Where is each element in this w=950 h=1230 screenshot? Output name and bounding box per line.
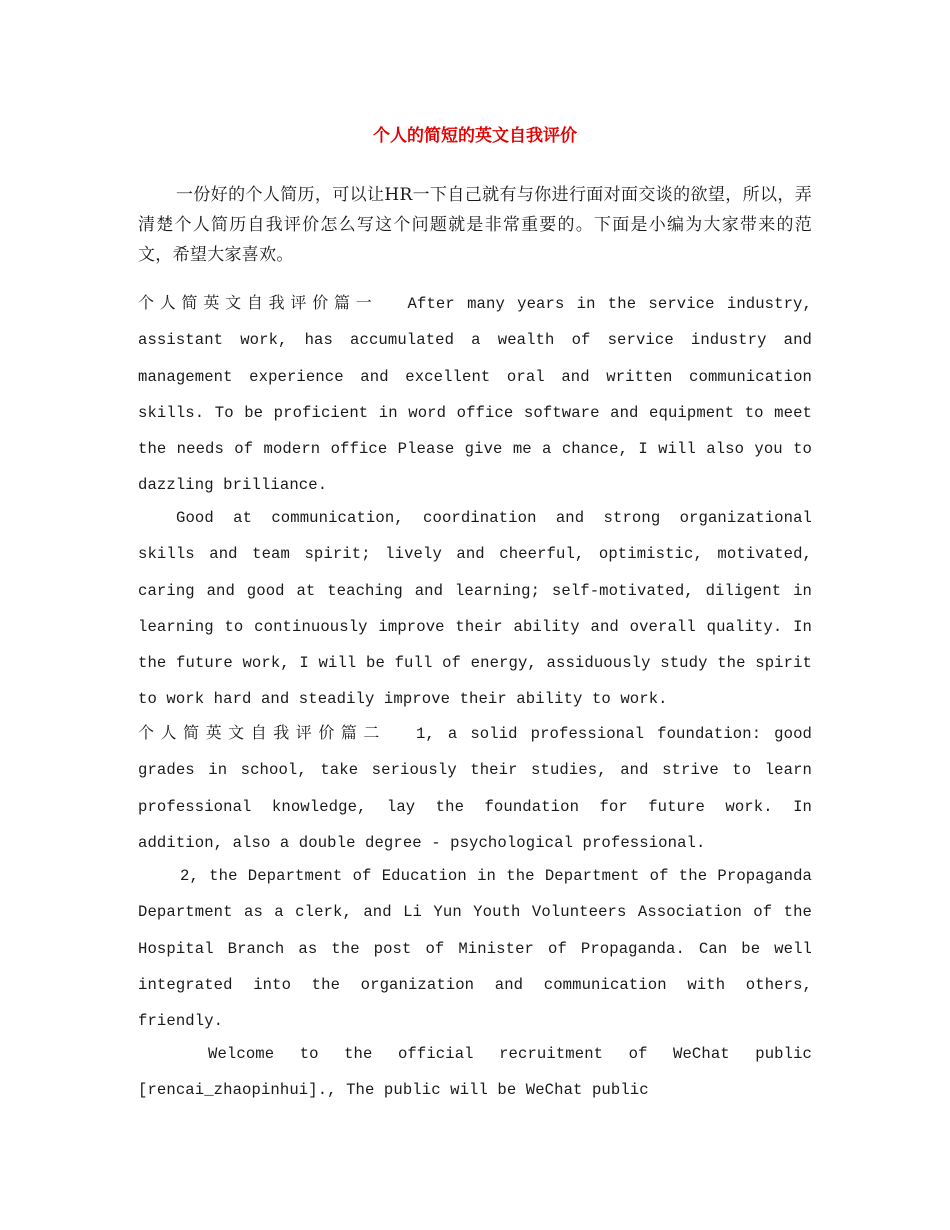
section-one — [138, 285, 812, 504]
section-two-heading: 个人简英文自我评价篇二 — [138, 723, 386, 742]
closing-paragraph: Welcome to the official recruitment of WeChat public [rencai_zhaopinhui]., The public will be WeChat public — [138, 1045, 812, 1100]
intro-paragraph: 一份好的个人简历，可以让HR一下自己就有与你进行面对面交谈的欲望，所以，弄清楚个人简历自我评价怎么写这个问题就是非常重要的。下面是小编为大家带来的范文，希望大家喜欢。 — [138, 185, 812, 265]
document-title: 个人的简短的英文自我评价 — [373, 126, 577, 146]
section-two — [138, 715, 812, 861]
section-two-paragraph-2: 2, the Department of Education in the Department of the Propaganda Department as a clerk, and Li Yun Youth Volunteers Association of the Hospital Branch as the post of Minister of Propaganda. Can be well integrated into the organization and communication with others, friendly. — [138, 867, 812, 1031]
section-one-paragraph-2: Good at communication, coordination and strong organizational skills and team spirit; lively and cheerful, optimistic, motivated, caring and good at teaching and learning; self-motivated, diligent in learning to continuously improve their ability and overall quality. In the future work, I will be full of energy, assiduously study the spirit to work hard and steadily improve their ability to work. — [138, 509, 812, 709]
section-one-heading: 个人简英文自我评价篇一 — [138, 293, 378, 312]
section-one-paragraph-1: After many years in the service industry, assistant work, has accumulated a wealth of service industry and management experience and excellent oral and written communication skills. To be proficient in word office software and equipment to meet the needs of modern office Please give me a chance, I will also you to dazzling brilliance. — [138, 295, 812, 495]
section-two-paragraph-1: 1, a solid professional foundation: good grades in school, take seriously their studies, and strive to learn professional knowledge, lay the foundation for future work. In addition, also a double degree - psychological professional. — [138, 725, 812, 852]
